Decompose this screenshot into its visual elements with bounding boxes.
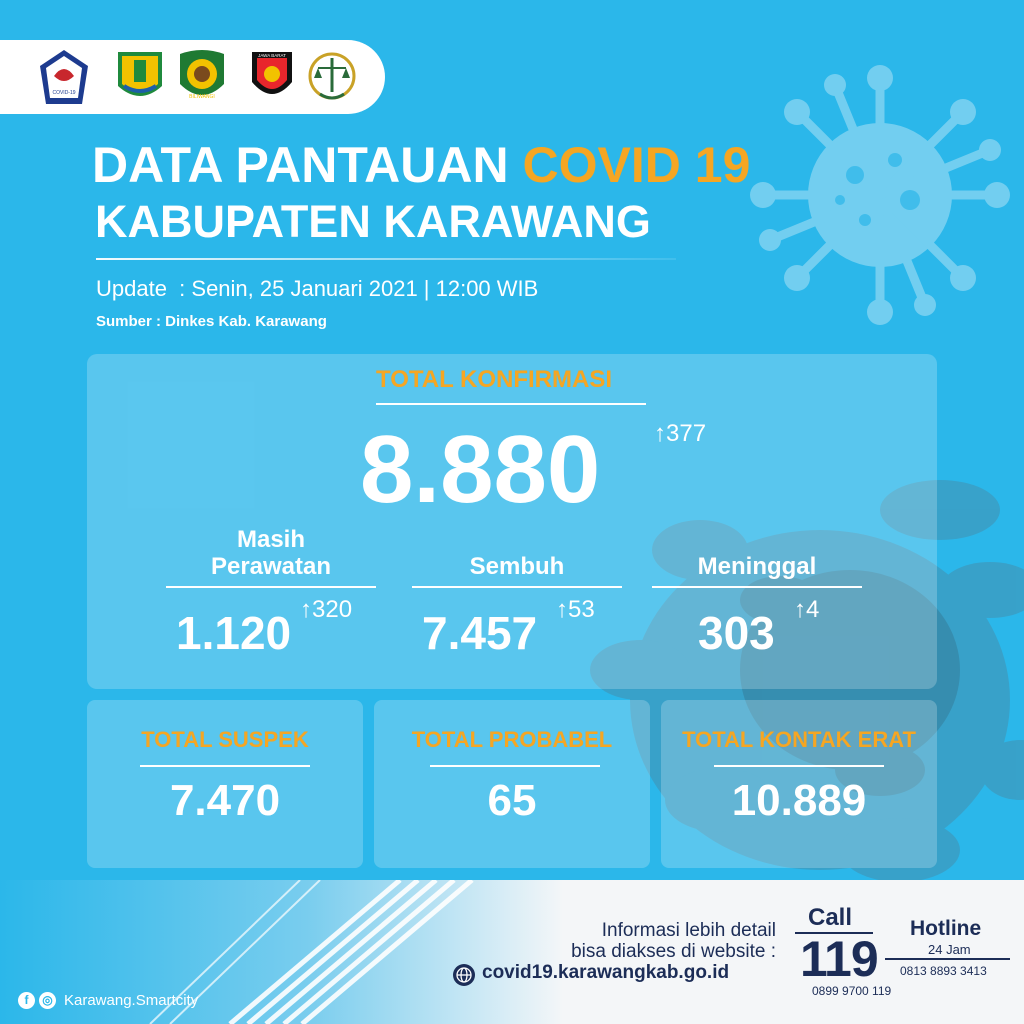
- kejaksaan-logo: [304, 46, 360, 108]
- confirmed-divider: [376, 403, 646, 405]
- title-divider: [96, 258, 676, 260]
- biliwangi-logo-text: BILIWANGI: [189, 94, 215, 100]
- up-arrow-icon: ↑: [654, 420, 666, 447]
- in-care-divider: [166, 586, 376, 588]
- in-care-delta-value: 320: [312, 596, 353, 623]
- call-phone[interactable]: 0899 9700 119: [812, 984, 892, 998]
- biliwangi-logo: [174, 46, 230, 108]
- deceased-delta-value: 4: [806, 596, 820, 623]
- deceased-delta: [794, 596, 819, 624]
- call-label: Call: [808, 904, 853, 931]
- close-contact-label: TOTAL KONTAK ERAT: [682, 727, 916, 752]
- recovered-delta: [556, 596, 595, 624]
- polda-logo-text: JAWA BARAT: [258, 53, 286, 58]
- social-handle[interactable]: Karawang.Smartcity: [64, 991, 199, 1009]
- confirmed-delta: [654, 420, 706, 448]
- in-care-label: [166, 526, 376, 580]
- data-source: Sumber : Dinkes Kab. Karawang: [96, 313, 327, 330]
- website-link[interactable]: covid19.karawangkab.go.id: [482, 962, 730, 983]
- info-text-line1: Informasi lebih detail: [601, 920, 776, 941]
- globe-icon: [452, 963, 476, 987]
- deceased-label: Meninggal: [697, 553, 817, 580]
- probable-divider: [430, 765, 600, 767]
- confirmed-delta-value: 377: [666, 420, 707, 447]
- virus-icon: [745, 60, 1015, 330]
- in-care-value: 1.120: [176, 607, 292, 659]
- in-care-label-line1: Masih: [236, 526, 305, 553]
- page-title-prefix: DATA PANTAUAN: [92, 137, 509, 193]
- page-subtitle: KABUPATEN KARAWANG: [95, 196, 651, 247]
- satgas-logo: [36, 46, 92, 108]
- in-care-delta: [300, 596, 352, 624]
- satgas-logo-text: COVID-19: [52, 90, 76, 96]
- info-text-line2: bisa diakses di website :: [571, 941, 776, 962]
- probable-label: TOTAL PROBABEL: [411, 727, 613, 752]
- recovered-value: 7.457: [422, 607, 538, 659]
- instagram-icon[interactable]: ◎: [39, 992, 56, 1009]
- hotline-divider: [885, 958, 1010, 960]
- probable-value: 65: [487, 776, 537, 825]
- recovered-label: Sembuh: [469, 553, 565, 580]
- deceased-value: 303: [698, 607, 775, 659]
- in-care-label-line2: Perawatan: [210, 553, 332, 580]
- call-number[interactable]: 119: [800, 931, 878, 987]
- confirmed-value: 8.880: [360, 416, 601, 523]
- hotline-sub: 24 Jam: [928, 942, 971, 957]
- deceased-divider: [652, 586, 862, 588]
- confirmed-label: TOTAL KONFIRMASI: [376, 366, 612, 393]
- up-arrow-icon: ↑: [794, 596, 806, 623]
- karawang-logo: [112, 46, 168, 108]
- hotline-phone[interactable]: 0813 8893 3413: [900, 964, 987, 978]
- suspect-divider: [140, 765, 310, 767]
- polda-jabar-logo: [244, 46, 300, 108]
- suspect-value: 7.470: [169, 776, 281, 825]
- info-text: [520, 920, 776, 962]
- close-contact-divider: [714, 765, 884, 767]
- social-row: [18, 990, 198, 1010]
- recovered-divider: [412, 586, 622, 588]
- up-arrow-icon: ↑: [556, 596, 568, 623]
- recovered-delta-value: 53: [568, 596, 595, 623]
- hotline-label: Hotline: [910, 917, 982, 940]
- close-contact-value: 10.889: [731, 776, 867, 825]
- facebook-icon[interactable]: f: [18, 992, 35, 1009]
- up-arrow-icon: ↑: [300, 596, 312, 623]
- update-timestamp: Update : Senin, 25 Januari 2021 | 12:00 WIB: [96, 276, 539, 301]
- page-title-accent: COVID 19: [522, 137, 751, 193]
- suspect-label: TOTAL SUSPEK: [141, 727, 309, 752]
- page-title: [92, 136, 750, 194]
